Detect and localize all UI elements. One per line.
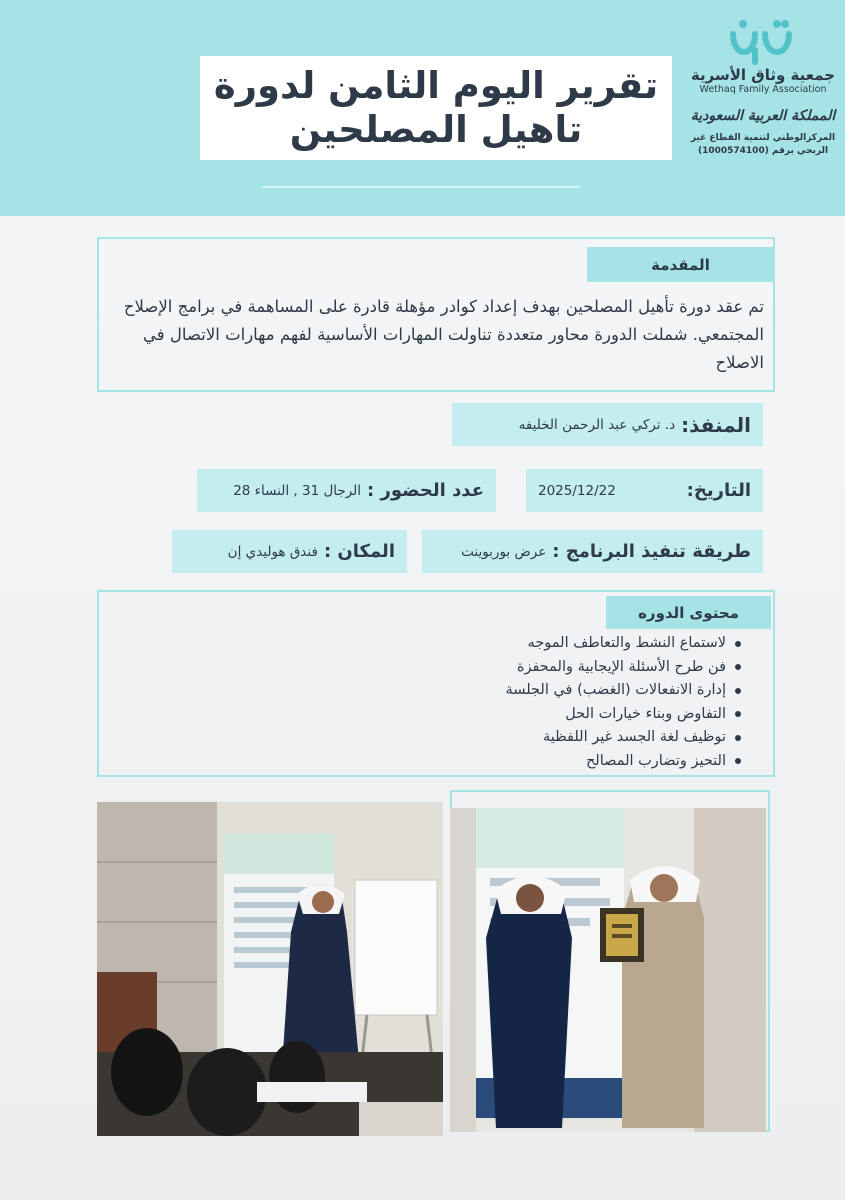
list-item: فن طرح الأسئلة الإيجابية والمحفزة bbox=[506, 656, 741, 680]
award-photo bbox=[450, 808, 766, 1132]
intro-paragraph: تم عقد دورة تأهيل المصلحين بهدف إعداد كوادر مؤهلة قادرة على المساهمة في برامج الإصلاح المجتمعي. شملت الدورة محاور متعددة تناولت المهارات الأساسية لفهم مهارات الاتصال في الاصلاح bbox=[123, 297, 764, 372]
method-value: عرض بوربوينت bbox=[461, 543, 547, 560]
page-title-line1: تقرير اليوم الثامن لدورة bbox=[213, 64, 659, 107]
place-value: فندق هوليدي إن bbox=[227, 543, 318, 560]
lecture-photo bbox=[97, 802, 443, 1136]
title-box bbox=[200, 56, 672, 160]
lecture-photo-illustration bbox=[97, 802, 443, 1136]
list-item: لاستماع النشط والتعاطف الموجه bbox=[506, 632, 741, 656]
date-label: التاريخ: bbox=[686, 480, 751, 501]
attendance-field bbox=[197, 469, 496, 512]
header-divider bbox=[262, 186, 580, 188]
bullet-icon bbox=[735, 735, 741, 741]
attendance-label: عدد الحضور : bbox=[367, 480, 484, 501]
implementer-field bbox=[452, 403, 763, 446]
award-photo-illustration bbox=[450, 808, 766, 1132]
attendance-value: الرجال 31 , النساء 28 bbox=[233, 482, 362, 499]
bullet-icon bbox=[735, 758, 741, 764]
implementer-label: المنفذ: bbox=[681, 412, 751, 437]
list-item: التحيز وتضارب المصالح bbox=[506, 750, 741, 774]
org-name-ar: جمعية وثاق الأسرية bbox=[690, 66, 836, 84]
bullet-icon bbox=[735, 664, 741, 670]
intro-heading: المقدمة bbox=[587, 247, 774, 282]
wethaq-logo-icon bbox=[725, 18, 801, 66]
list-item: توظيف لغة الجسد غير اللفظية bbox=[506, 726, 741, 750]
method-field bbox=[422, 530, 763, 573]
date-field bbox=[526, 469, 763, 512]
bullet-icon bbox=[735, 688, 741, 694]
list-item: إدارة الانفعالات (الغضب) في الجلسة bbox=[506, 679, 741, 703]
content-list bbox=[506, 632, 741, 773]
ncnp-text: المركزالوطني لتنمية القطاع غير bbox=[690, 133, 836, 143]
org-name-en: Wethaq Family Association bbox=[699, 84, 827, 95]
method-label: طريقة تنفيذ البرنامج : bbox=[552, 541, 751, 562]
place-label: المكان : bbox=[323, 541, 395, 562]
content-heading: محتوى الدوره bbox=[606, 596, 771, 629]
implementer-value: د. تركي عبد الرحمن الخليفه bbox=[518, 416, 676, 433]
bullet-icon bbox=[735, 711, 741, 717]
association-logo bbox=[688, 18, 838, 188]
page-title-line2: تاهيل المصلحين bbox=[289, 108, 583, 151]
kingdom-name: المملكة العربية السعودية bbox=[690, 108, 836, 124]
bullet-icon bbox=[735, 641, 741, 647]
place-field bbox=[172, 530, 407, 573]
date-value: 2025/12/22 bbox=[538, 482, 616, 499]
list-item: التفاوض وبناء خيارات الحل bbox=[506, 703, 741, 727]
registration-text: الربحي برقم (1000574100) bbox=[697, 146, 829, 156]
header-band bbox=[0, 0, 845, 216]
